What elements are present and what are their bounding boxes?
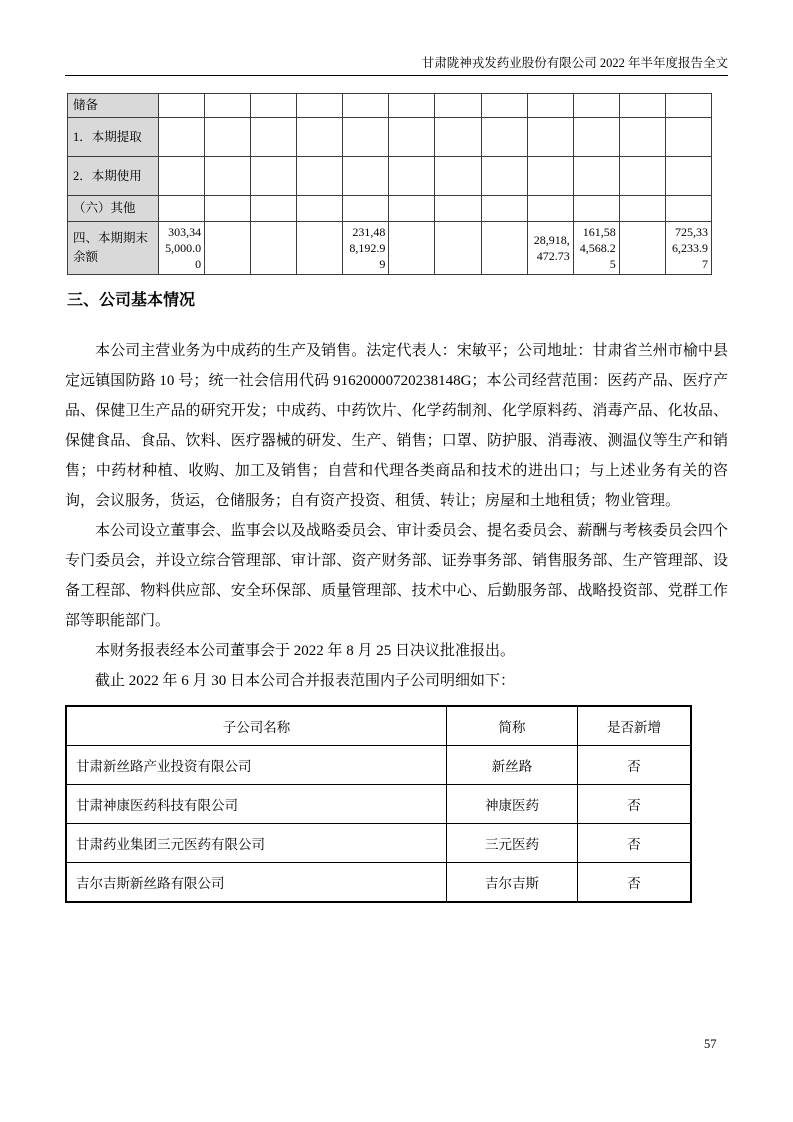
equity-row-label: 2．本期使用	[68, 157, 159, 196]
subsidiary-is-new-cell: 否	[578, 785, 692, 824]
equity-cell	[297, 94, 343, 118]
equity-cell	[159, 118, 205, 157]
equity-cell: 28,918,472.73	[527, 222, 573, 275]
subsidiary-name-cell: 甘肃新丝路产业投资有限公司	[66, 746, 447, 785]
subsidiary-short-name-cell: 新丝路	[447, 746, 578, 785]
equity-cell	[389, 94, 435, 118]
equity-cell	[251, 118, 297, 157]
equity-table-row	[68, 222, 712, 275]
equity-cell	[527, 118, 573, 157]
equity-cell	[205, 196, 251, 222]
equity-cell	[435, 157, 481, 196]
equity-row-label: 储备	[68, 94, 159, 118]
equity-cell	[435, 118, 481, 157]
equity-cell	[435, 94, 481, 118]
subsidiary-name-cell: 甘肃神康医药科技有限公司	[66, 785, 447, 824]
column-header-is-new: 是否新增	[578, 706, 692, 746]
equity-table-row	[68, 196, 712, 222]
equity-cell	[205, 222, 251, 275]
paragraph-business-scope: 本公司主营业务为中成药的生产及销售。法定代表人：宋敏平；公司地址：甘肃省兰州市榆中县定远镇国防路 10 号；统一社会信用代码 91620000720238148G；本公司经营范围：医药产品、医疗产品、保健卫生产品的研究开发；中成药、中药饮片、化学药制剂、化学原料药、消毒产品、化妆品、保健食品、食品、饮料、医疗器械的研发、生产、销售；口罩、防护服、消毒液、测温仪等生产和销售；中药材种植、收购、加工及销售；自营和代理各类商品和技术的进出口；与上述业务有关的咨询，会议服务，货运，仓储服务；自有资产投资、租赁、转让；房屋和土地租赁；物业管理。	[65, 343, 728, 509]
equity-cell	[435, 222, 481, 275]
equity-cell	[481, 94, 527, 118]
equity-cell: 303,345,000.00	[159, 222, 205, 275]
equity-table-body	[68, 94, 712, 275]
equity-cell	[389, 118, 435, 157]
subsidiary-row	[66, 863, 691, 903]
equity-cell	[665, 157, 711, 196]
subsidiary-is-new-cell: 否	[578, 824, 692, 863]
equity-cell	[619, 157, 665, 196]
subsidiaries-table-body	[66, 746, 691, 903]
equity-cell	[159, 196, 205, 222]
equity-table-row	[68, 157, 712, 196]
running-head	[65, 55, 728, 76]
equity-cell	[527, 94, 573, 118]
subsidiary-name-cell: 吉尔吉斯新丝路有限公司	[66, 863, 447, 903]
equity-table-row	[68, 118, 712, 157]
equity-table-row	[68, 94, 712, 118]
equity-cell	[665, 94, 711, 118]
subsidiary-is-new-cell: 否	[578, 863, 692, 903]
equity-cell	[573, 94, 619, 118]
equity-cell	[297, 118, 343, 157]
equity-cell: 161,584,568.25	[573, 222, 619, 275]
equity-cell	[619, 196, 665, 222]
equity-cell	[251, 157, 297, 196]
subsidiary-row	[66, 746, 691, 785]
equity-cell: 231,488,192.99	[343, 222, 389, 275]
equity-cell	[665, 196, 711, 222]
equity-cell	[251, 94, 297, 118]
subsidiaries-table	[65, 705, 692, 903]
equity-cell	[573, 157, 619, 196]
equity-cell	[481, 222, 527, 275]
running-head-title: 甘肃陇神戎发药业股份有限公司 2022 年半年度报告全文	[421, 56, 728, 70]
equity-cell	[343, 118, 389, 157]
equity-changes-table	[67, 93, 712, 275]
equity-cell	[297, 157, 343, 196]
equity-cell	[527, 157, 573, 196]
equity-cell	[619, 222, 665, 275]
subsidiaries-table-head	[66, 706, 691, 746]
equity-cell	[573, 196, 619, 222]
equity-cell	[573, 118, 619, 157]
equity-cell	[481, 118, 527, 157]
page-number: 57	[704, 1037, 717, 1051]
equity-cell	[297, 196, 343, 222]
equity-row-label: 1．本期提取	[68, 118, 159, 157]
paragraph-approval: 本财务报表经本公司董事会于 2022 年 8 月 25 日决议批准报出。	[95, 643, 516, 659]
equity-cell	[251, 196, 297, 222]
subsidiary-short-name-cell: 吉尔吉斯	[447, 863, 578, 903]
subsidiaries-header-row	[66, 706, 691, 746]
subsidiary-is-new-cell: 否	[578, 746, 692, 785]
equity-cell	[481, 157, 527, 196]
paragraph-subsidiaries-intro: 截止 2022 年 6 月 30 日本公司合并报表范围内子公司明细如下：	[95, 673, 516, 689]
equity-cell	[619, 94, 665, 118]
equity-row-label: （六）其他	[68, 196, 159, 222]
equity-cell	[205, 118, 251, 157]
equity-cell	[389, 196, 435, 222]
equity-cell	[481, 196, 527, 222]
section-heading: 三、公司基本情况	[67, 292, 196, 309]
equity-cell	[297, 222, 343, 275]
subsidiary-short-name-cell: 三元医药	[447, 824, 578, 863]
paragraph-governance: 本公司设立董事会、监事会以及战略委员会、审计委员会、提名委员会、薪酬与考核委员会四个专门委员会，并设立综合管理部、审计部、资产财务部、证券事务部、销售服务部、生产管理部、设备工程部、物料供应部、安全环保部、质量管理部、技术中心、后勤服务部、战略投资部、党群工作部等职能部门。	[65, 523, 728, 629]
equity-cell	[389, 157, 435, 196]
equity-cell	[435, 196, 481, 222]
subsidiary-name-cell: 甘肃药业集团三元医药有限公司	[66, 824, 447, 863]
equity-cell	[159, 94, 205, 118]
column-header-subsidiary-name: 子公司名称	[66, 706, 447, 746]
subsidiary-row	[66, 824, 691, 863]
column-header-short-name: 简称	[447, 706, 578, 746]
equity-cell: 725,336,233.97	[665, 222, 711, 275]
equity-cell	[251, 222, 297, 275]
equity-cell	[619, 118, 665, 157]
equity-cell	[159, 157, 205, 196]
equity-cell	[205, 157, 251, 196]
subsidiary-short-name-cell: 神康医药	[447, 785, 578, 824]
equity-row-label: 四、本期期末余额	[68, 222, 159, 275]
equity-cell	[389, 222, 435, 275]
subsidiary-row	[66, 785, 691, 824]
equity-cell	[343, 94, 389, 118]
equity-cell	[527, 196, 573, 222]
equity-cell	[343, 157, 389, 196]
equity-cell	[205, 94, 251, 118]
equity-cell	[665, 118, 711, 157]
equity-cell	[343, 196, 389, 222]
